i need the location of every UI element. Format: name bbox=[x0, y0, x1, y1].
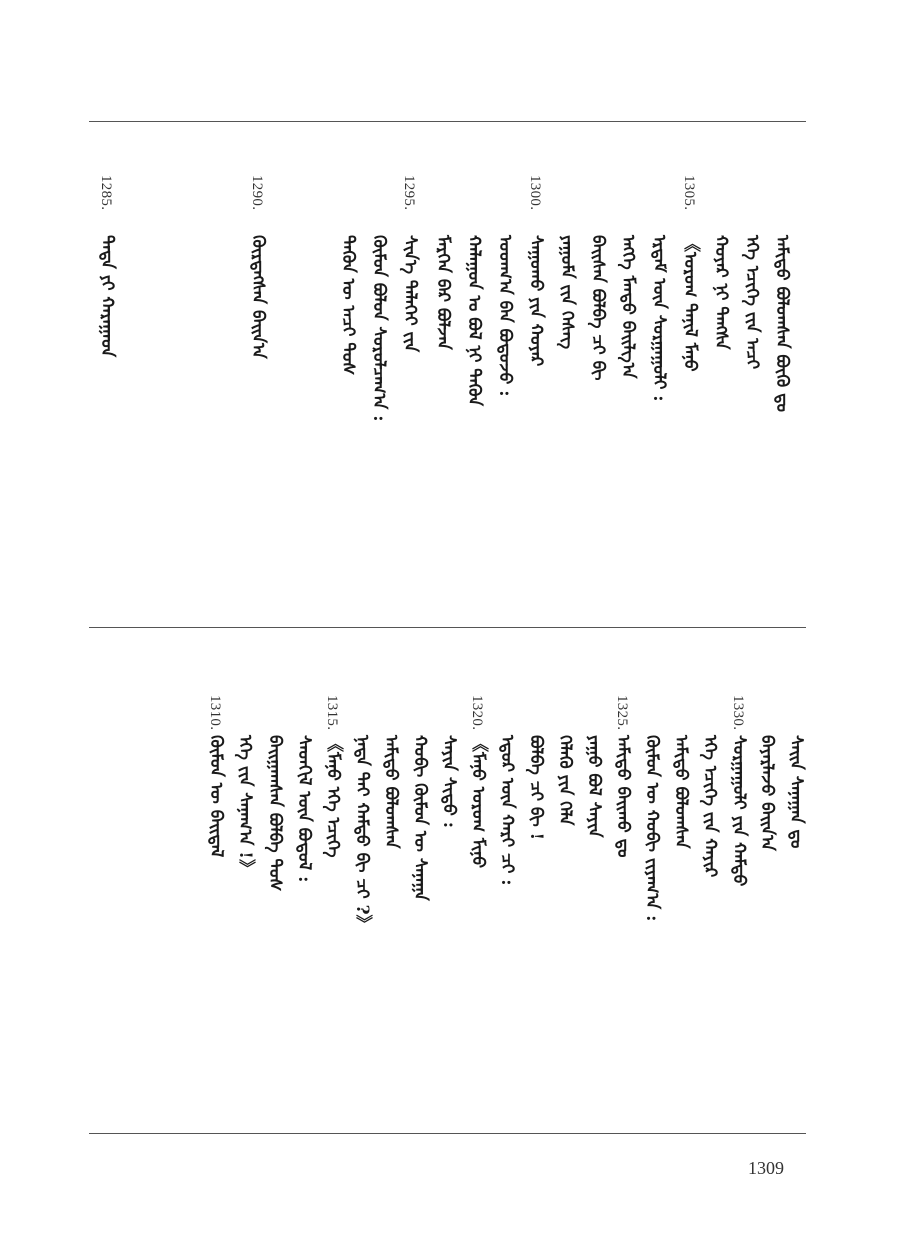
verse-line: ᠡᠳᠦᠷ ᠦᠨ ᠬᠠᠷᠢ ᠴᠢ : bbox=[497, 735, 517, 886]
line-number: 1315. bbox=[324, 695, 340, 731]
verse-line: ᠡᠬᠡ ᠡᠴᠢᠭᠡ ᠵᠢᠨ ᠬᠠᠶᠢᠷ bbox=[700, 735, 720, 878]
verse-line: 《ᠮᠠᠨᠤ ᠤᠷᠤᠭ ᠮᠢᠨᠤ bbox=[468, 735, 488, 868]
verse-line: ᠰᠤᠷᠭᠠᠭᠤᠯᠢ ᠶᠢᠨ ᠬᠠᠮᠲᠤ bbox=[729, 735, 749, 887]
verse-line: ᠶᠠᠭᠤ ᠪᠣᠯ ᠰᠠᠶᠢᠨ bbox=[584, 735, 604, 838]
line-number: 1310. bbox=[207, 695, 223, 731]
verse-line: ᠪᠠᠶᠠᠷᠯᠠᠵᠤ ᠪᠠᠢᠨ᠎ᠠ bbox=[757, 735, 777, 851]
page-number: 1309 bbox=[748, 1158, 784, 1178]
verse-line: ᠡᠷᠳᠡᠮ ᠦᠨ ᠰᠤᠷᠭᠠᠭᠤᠯᠢ : bbox=[649, 235, 669, 402]
line-number: 1320. bbox=[469, 695, 485, 731]
verse-line: ᠡᠬᠡ ᠵᠢᠨ ᠰᠠᠨᠠᠭ᠎ᠠ !》 bbox=[235, 735, 255, 876]
verse-line: ᠰᠢᠨ᠎ᠡ ᠲᠡᠯᠡᠭᠡᠢ ᠵᠢᠨ bbox=[400, 235, 420, 353]
verse-line: ᠬᠦᠮᠦᠨ ᠪᠣᠯᠤᠨ ᠰᠤᠷᠤᠯᠴᠠᠭ᠎ᠠ : bbox=[369, 235, 389, 422]
line-number: 1295. bbox=[401, 175, 417, 211]
bottom-rule bbox=[89, 1133, 806, 1134]
verse-line: ᠪᠠᠢᠭᠠᠭᠰᠠᠨ ᠪᠣᠯᠪᠠ ᠲᠤᠰ bbox=[265, 735, 285, 892]
verse-line: ᠲᠡᠳᠡ ᠶᠢ ᠬᠠᠷᠠᠭᠠᠳ bbox=[97, 235, 117, 358]
upper-verse-block bbox=[89, 175, 806, 595]
verse-line: 《ᠮᠠᠨᠤ ᠡᠬᠡ ᠡᠴᠢᠭᠡ bbox=[323, 735, 343, 858]
line-number: 1305. bbox=[681, 175, 697, 211]
line-number: 1290. bbox=[249, 175, 265, 211]
verse-line: ᠬᠤᠪᠢ ᠬᠦᠮᠦᠨ ᠦ ᠰᠠᠨᠠᠭᠠ bbox=[410, 735, 430, 901]
line-number: 1325. bbox=[614, 695, 630, 731]
verse-line: ᠲᠡᠭᠦᠨ ᠦ ᠠᠴᠢ ᠲᠤᠰ bbox=[338, 235, 358, 376]
verse-line: ᠡᠩᠬᠡ ᠮᠡᠨᠳᠦ ᠪᠠᠢᠯᠭ᠎ᠠ bbox=[618, 235, 638, 379]
verse-line: ᠪᠣᠯᠪᠠ ᠴᠢ ᠪᠢ ! bbox=[526, 735, 546, 841]
line-number: 1285. bbox=[98, 175, 114, 211]
verse-line: 《ᠤᠷᠤᠭ ᠲᠠᠨᠢᠯ ᠮᠠᠨᠤ bbox=[680, 235, 700, 372]
verse-line: ᠰᠠᠭᠤᠬᠤ ᠶᠢᠨ ᠬᠣᠶᠠᠷ bbox=[526, 235, 546, 367]
verse-line: ᠬᠣᠶᠠᠷ ᠨᠢ ᠲᠡᠩᠰᠡ bbox=[711, 235, 731, 350]
verse-line: ᠬᠦᠷᠳᠡᠭᠰᠡᠨ ᠪᠠᠢᠨ᠎ᠠ bbox=[248, 235, 268, 359]
verse-line: ᠬᠡᠯᠡᠬᠦ ᠶᠢᠨ ᠬᠡᠯᠡ bbox=[555, 735, 575, 826]
top-rule bbox=[89, 121, 806, 122]
verse-line: ᠠᠮᠢᠳᠤ ᠪᠣᠯᠤᠭᠰᠠᠨ ᠪᠦᠬᠦ ᠳᠤ bbox=[772, 235, 792, 412]
verse-line: ᠰᠡᠳᠬᠢᠯ ᠦᠨ ᠪᠣᠳᠣᠯ : bbox=[294, 735, 314, 883]
verse-line: ᠤᠳᠬ᠎ᠠ ᠪᠠᠨ ᠪᠣᠳᠣᠵᠤ : bbox=[495, 235, 515, 397]
line-number: 1300. bbox=[527, 175, 543, 211]
middle-rule bbox=[89, 627, 806, 628]
verse-line: ᠠᠮᠢᠳᠤ ᠪᠣᠯᠤᠭᠰᠠᠨ bbox=[381, 735, 401, 849]
verse-line: ᠡᠬᠡ ᠡᠴᠢᠭᠡ ᠵᠢᠨ ᠠᠴᠢ bbox=[742, 235, 762, 370]
verse-line: ᠠᠮᠢᠳᠤ ᠪᠣᠯᠤᠭᠰᠠᠨ bbox=[671, 735, 691, 849]
verse-line: ᠬᠦᠮᠦᠨ ᠦ ᠪᠠᠢᠳᠠᠯ bbox=[206, 735, 226, 858]
lower-verse-block bbox=[89, 695, 806, 1115]
verse-line: ᠶᠠᠭᠤᠮᠠ ᠵᠢᠨ ᠬᠡᠰᠡᠭ bbox=[557, 235, 577, 350]
verse-line: ᠬᠠᠯᠠᠭᠤᠨ ᠤ ᠪᠣᠯ ᠨᠢ ᠲᠡᠭᠦᠨ bbox=[464, 235, 484, 407]
verse-line: ᠨᠠᠳᠠ ᠲᠠᠢ ᠬᠠᠮᠲᠤ ᠪᠢ ᠴᠢ ?》 bbox=[352, 735, 372, 932]
verse-line: ᠠᠮᠢᠳᠤ ᠪᠠᠢᠬᠤ ᠳᠤ bbox=[613, 735, 633, 858]
verse-line: ᠮᠡᠷᠭᠡᠨ ᠪᠠᠷ ᠪᠣᠯᠵᠠᠨ bbox=[433, 235, 453, 350]
verse-line: ᠪᠠᠢᠰᠠᠨ ᠪᠣᠯᠪᠠ ᠴᠢ ᠪᠢ bbox=[588, 235, 608, 381]
verse-line: ᠬᠦᠮᠦᠨ ᠦ ᠬᠤᠪᠢ ᠵᠢᠶᠠᠭ᠎ᠠ : bbox=[642, 735, 662, 922]
verse-line: ᠰᠠᠢᠨ ᠰᠠᠨᠠᠭᠠᠨ ᠳᠤ bbox=[786, 735, 806, 849]
line-number: 1330. bbox=[730, 695, 746, 731]
verse-line: ᠰᠠᠶᠢᠨ ᠰᠢᠳᠤ : bbox=[439, 735, 459, 828]
